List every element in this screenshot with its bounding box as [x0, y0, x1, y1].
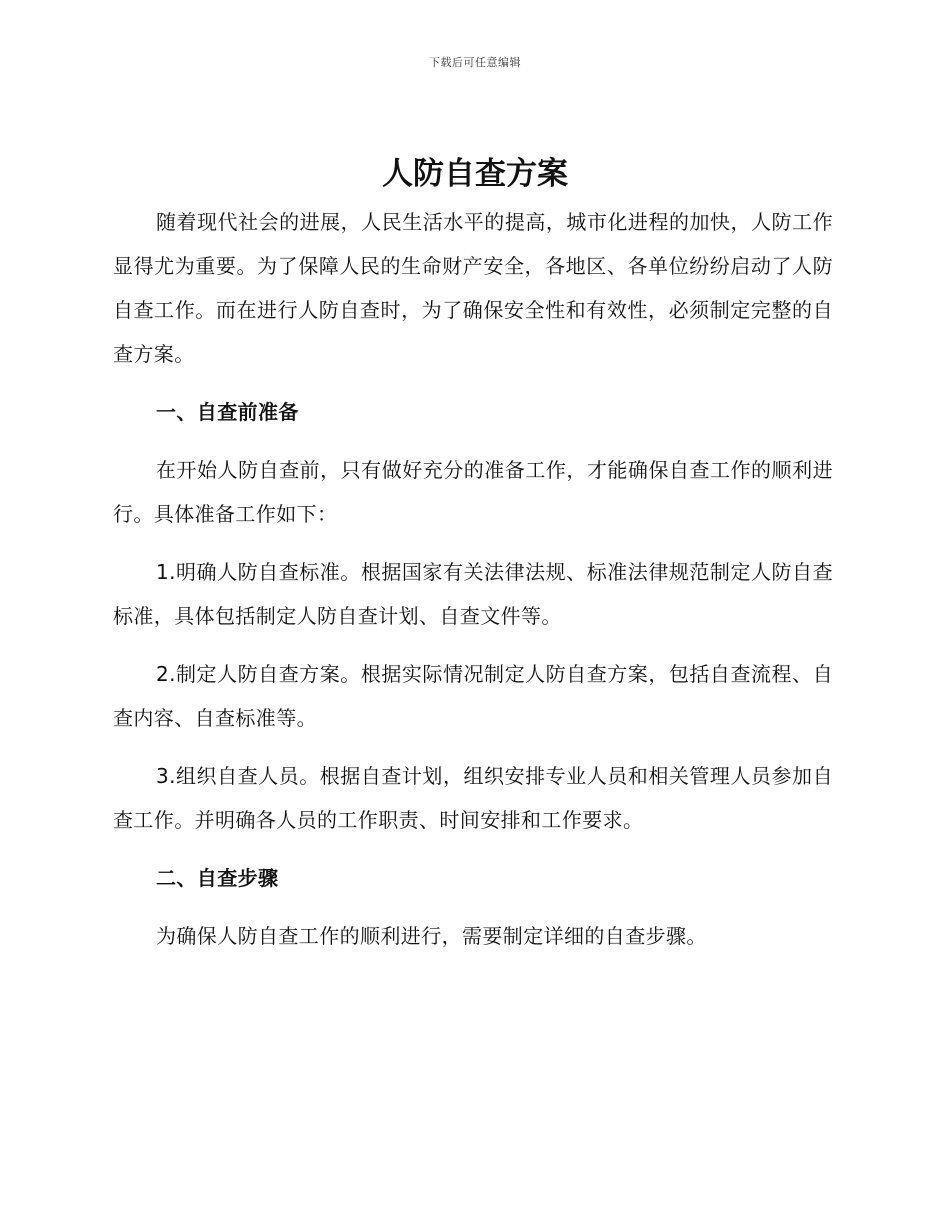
preparation-intro-paragraph: 在开始人防自查前，只有做好充分的准备工作，才能确保自查工作的顺利进行。具体准备工作如下： — [113, 458, 833, 526]
section-heading-steps: 二、自查步骤 — [156, 866, 279, 890]
section-heading-preparation: 一、自查前准备 — [156, 400, 299, 424]
document-body — [113, 200, 833, 972]
document-title: 人防自查方案 — [382, 156, 568, 192]
list-item-3: 3.组织自查人员。根据自查计划，组织安排专业人员和相关管理人员参加自查工作。并明确各人员的工作职责、时间安排和工作要求。 — [113, 764, 833, 832]
steps-intro-paragraph: 为确保人防自查工作的顺利进行，需要制定详细的自查步骤。 — [156, 924, 707, 948]
page-header: 下载后可任意编辑 — [429, 56, 521, 69]
intro-paragraph: 随着现代社会的进展，人民生活水平的提高，城市化进程的加快，人防工作显得尤为重要。为了保障人民的生命财产安全，各地区、各单位纷纷启动了人防自查工作。而在进行人防自查时，为了确保安全性和有效性，必须制定完整的自查方案。 — [113, 210, 833, 366]
list-item-2: 2.制定人防自查方案。根据实际情况制定人防自查方案，包括自查流程、自查内容、自查标准等。 — [113, 662, 833, 730]
list-item-1: 1.明确人防自查标准。根据国家有关法律法规、标准法律规范制定人防自查标准，具体包括制定人防自查计划、自查文件等。 — [113, 560, 833, 628]
